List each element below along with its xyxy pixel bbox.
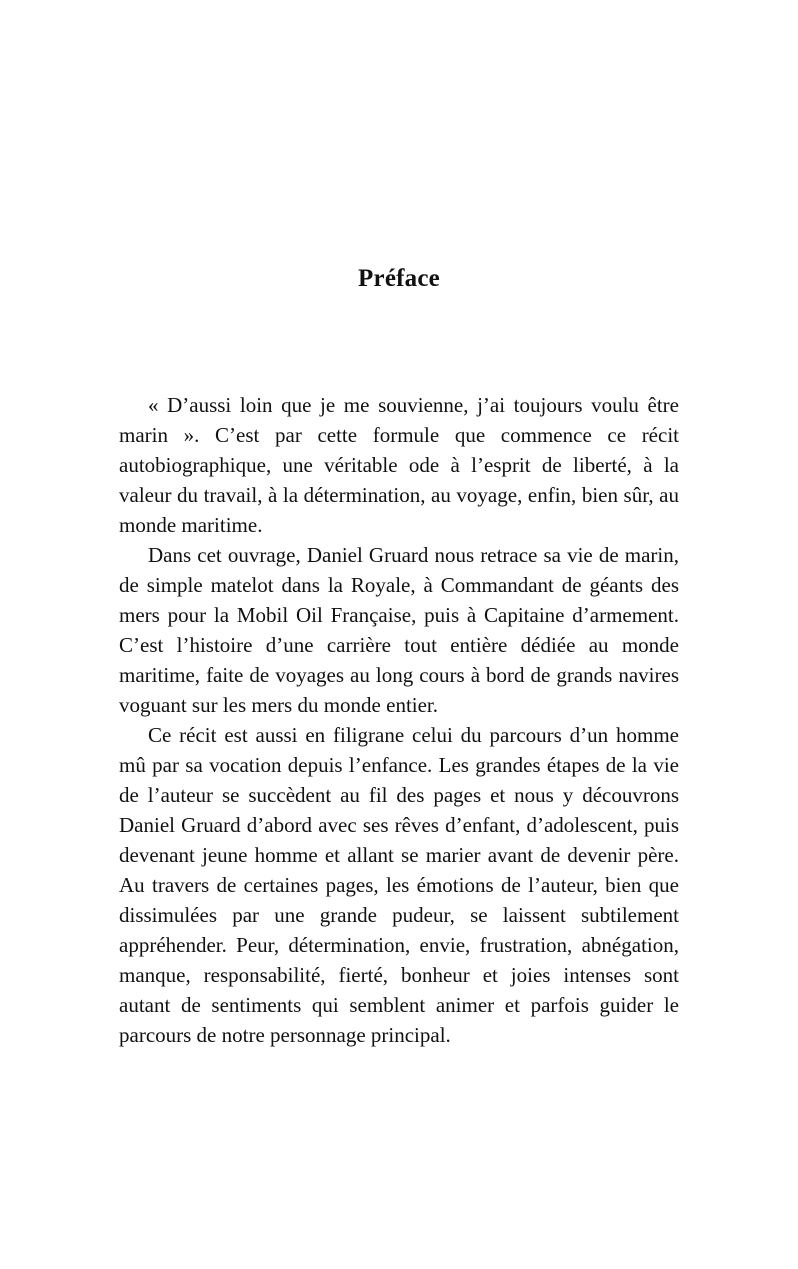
- paragraph-1: « D’aussi loin que je me souvienne, j’ai toujours voulu être marin ». C’est par cette formule que commence ce récit autobiographique, une véritable ode à l’esprit de liberté, à la valeur du travail, à la détermination, au voyage, enfin, bien sûr, au monde maritime.: [119, 393, 679, 537]
- preface-body: [119, 390, 679, 1050]
- page-title: Préface: [358, 265, 440, 292]
- paragraph-3: Ce récit est aussi en filigrane celui du parcours d’un homme mû par sa vocation depuis l’enfance. Les grandes étapes de la vie de l’auteur se succèdent au fil des pages et nous y découvrons Daniel Gruard d’abord avec ses rêves d’enfant, d’adolescent, puis devenant jeune homme et allant se marier avant de devenir père. Au travers de certaines pages, les émotions de l’auteur, bien que dissimulées par une grande pudeur, se laissent subtilement appréhender. Peur, détermination, envie, frustration, abnégation, manque, responsabilité, fierté, bonheur et joies intenses sont autant de sentiments qui semblent animer et parfois guider le parcours de notre personnage principal.: [119, 723, 679, 1047]
- paragraph-2: Dans cet ouvrage, Daniel Gruard nous retrace sa vie de marin, de simple matelot dans la Royale, à Commandant de géants des mers pour la Mobil Oil Française, puis à Capitaine d’armement. C’est l’histoire d’une carrière tout entière dédiée au monde maritime, faite de voyages au long cours à bord de grands navires voguant sur les mers du monde entier.: [119, 543, 679, 717]
